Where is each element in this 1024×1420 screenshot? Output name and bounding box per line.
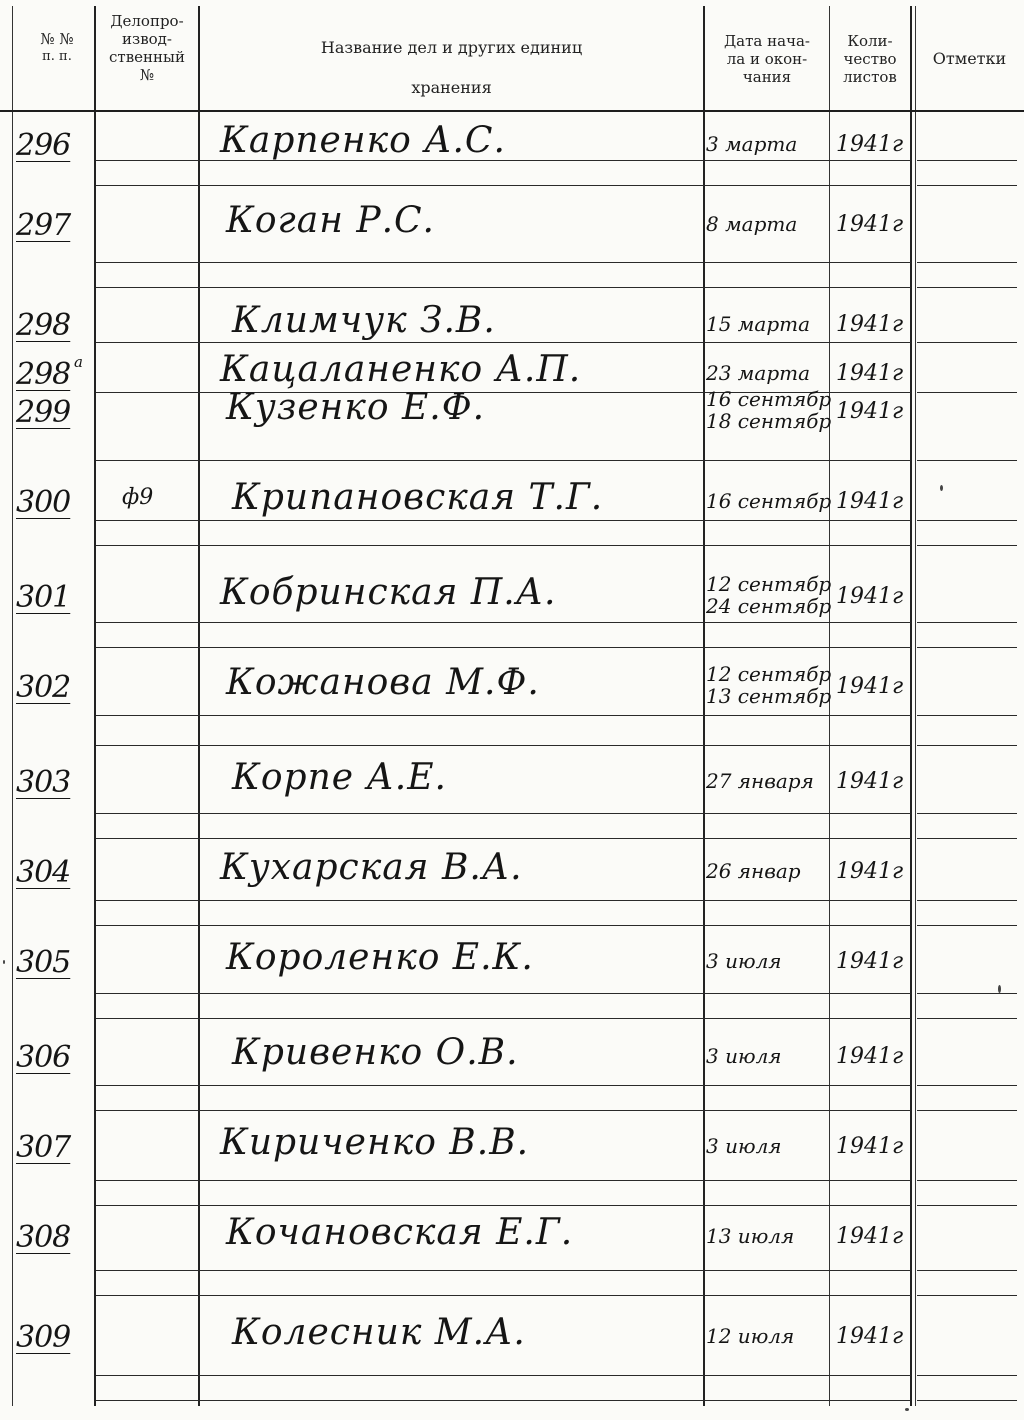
year-count: 1941г (836, 1044, 904, 1069)
row-rule-notes (917, 392, 1017, 393)
column-border-left (12, 6, 13, 1406)
person-name: Коган Р.С. (226, 200, 436, 241)
person-name: Кацаланенко А.П. (220, 349, 582, 390)
row-rule (96, 925, 911, 926)
year-count: 1941г (836, 674, 904, 699)
date-range: 3 июля (706, 949, 782, 973)
row-number: 297 (16, 208, 71, 243)
row-rule (96, 287, 911, 288)
row-number: 302 (16, 670, 71, 705)
person-name: Кочановская Е.Г. (226, 1212, 574, 1253)
date-range: 3 июля (706, 1134, 782, 1158)
header-col-title: Название дел и других единиц хранения (320, 38, 583, 97)
row-rule (96, 622, 911, 623)
row-rule-notes (917, 647, 1017, 648)
row-number: 301 (16, 580, 71, 615)
row-rule-notes (917, 1205, 1017, 1206)
date-range: 12 сентябр (706, 662, 832, 686)
row-rule-notes (917, 460, 1017, 461)
row-rule-notes (917, 342, 1017, 343)
row-number: 304 (16, 855, 71, 890)
row-rule (96, 1270, 911, 1271)
row-rule-notes (917, 838, 1017, 839)
row-rule (96, 715, 911, 716)
row-number: 298 (16, 357, 71, 392)
row-rule-notes (917, 745, 1017, 746)
year-count: 1941г (836, 1134, 904, 1159)
column-border-count-inner (915, 6, 916, 1406)
row-number: 298 (16, 308, 71, 343)
date-range: 12 июля (706, 1324, 795, 1348)
column-border-no (94, 6, 96, 1406)
row-rule-notes (917, 1375, 1017, 1376)
row-number: 308 (16, 1220, 71, 1255)
row-rule-notes (917, 993, 1017, 994)
row-rule-notes (917, 622, 1017, 623)
row-rule (96, 1400, 911, 1401)
row-rule (96, 460, 911, 461)
row-rule (96, 900, 911, 901)
row-rule-notes (917, 813, 1017, 814)
date-range: 3 марта (706, 132, 798, 156)
row-rule (96, 745, 911, 746)
row-rule (96, 342, 911, 343)
paper-speck (3, 960, 5, 964)
date-range: 8 марта (706, 212, 798, 236)
year-count: 1941г (836, 361, 904, 386)
person-name: Крипановская Т.Г. (232, 477, 604, 518)
row-rule-notes (917, 185, 1017, 186)
header-rule (0, 110, 1024, 112)
person-name: Кухарская В.А. (220, 847, 523, 888)
person-name: Климчук З.В. (232, 300, 496, 341)
case-number: ф9 (122, 485, 154, 510)
date-range: 24 сентябр (706, 594, 832, 618)
row-number: 306 (16, 1040, 71, 1075)
year-count: 1941г (836, 859, 904, 884)
header-col-no: № № п. п. (40, 30, 74, 64)
person-name: Короленко Е.К. (226, 937, 534, 978)
date-range: 13 июля (706, 1224, 795, 1248)
row-number: 307 (16, 1130, 71, 1165)
row-number: 299 (16, 395, 71, 430)
row-rule (96, 647, 911, 648)
row-rule (96, 1205, 911, 1206)
year-count: 1941г (836, 1324, 904, 1349)
year-count: 1941г (836, 584, 904, 609)
row-rule (96, 1085, 911, 1086)
person-name: Колесник М.А. (232, 1312, 526, 1353)
date-range: 15 марта (706, 312, 811, 336)
year-count: 1941г (836, 312, 904, 337)
column-border-title (703, 6, 705, 1406)
row-rule-notes (917, 715, 1017, 716)
date-range: 16 сентябр (706, 387, 832, 411)
year-count: 1941г (836, 949, 904, 974)
row-rule (96, 993, 911, 994)
row-rule (96, 1180, 911, 1181)
person-name: Кобринская П.А. (220, 572, 557, 613)
person-name: Корпе А.Е. (232, 757, 447, 798)
row-rule-notes (917, 520, 1017, 521)
row-rule (96, 185, 911, 186)
row-rule-notes (917, 1295, 1017, 1296)
person-name: Кузенко Е.Ф. (226, 387, 486, 428)
year-count: 1941г (836, 399, 904, 424)
row-rule-notes (917, 1270, 1017, 1271)
row-rule-notes (917, 1110, 1017, 1111)
row-rule-notes (917, 545, 1017, 546)
row-rule (96, 1375, 911, 1376)
date-range: 3 июля (706, 1044, 782, 1068)
row-rule (96, 1295, 911, 1296)
row-rule-notes (917, 1400, 1017, 1401)
paper-speck (998, 985, 1001, 993)
date-range: 23 марта (706, 361, 811, 385)
person-name: Карпенко А.С. (220, 120, 506, 161)
year-count: 1941г (836, 1224, 904, 1249)
date-range: 12 сентябр (706, 572, 832, 596)
row-number: 305 (16, 945, 71, 980)
row-rule (96, 520, 911, 521)
paper-speck (905, 1408, 909, 1411)
header-col-count: Коли- чество листов (843, 32, 897, 86)
row-number: 300 (16, 485, 71, 520)
row-number: 303 (16, 765, 71, 800)
year-count: 1941г (836, 489, 904, 514)
row-rule-notes (917, 925, 1017, 926)
row-rule (96, 262, 911, 263)
date-range: 18 сентябр (706, 409, 832, 433)
row-number: 309 (16, 1320, 71, 1355)
date-range: 26 январ (706, 859, 801, 883)
row-rule-notes (917, 1018, 1017, 1019)
person-name: Кожанова М.Ф. (226, 662, 540, 703)
date-range: 13 сентябр (706, 684, 832, 708)
year-count: 1941г (836, 769, 904, 794)
row-rule-notes (917, 1180, 1017, 1181)
row-rule-notes (917, 287, 1017, 288)
year-count: 1941г (836, 132, 904, 157)
person-name: Кириченко В.В. (220, 1122, 530, 1163)
row-rule-notes (917, 900, 1017, 901)
row-rule (96, 838, 911, 839)
row-number: 296 (16, 128, 71, 163)
date-range: 27 января (706, 769, 814, 793)
row-rule (96, 1018, 911, 1019)
column-border-case (198, 6, 200, 1406)
row-rule (96, 545, 911, 546)
person-name: Кривенко О.В. (232, 1032, 519, 1073)
row-rule-notes (917, 160, 1017, 161)
year-count: 1941г (836, 212, 904, 237)
row-rule (96, 1110, 911, 1111)
paper-speck (940, 485, 943, 491)
column-border-count (910, 6, 912, 1406)
header-col-dates: Дата нача- ла и окон- чания (723, 32, 810, 86)
row-rule-notes (917, 262, 1017, 263)
date-range: 16 сентябр (706, 489, 832, 513)
row-number-suffix: а (74, 353, 83, 371)
header-col-case: Делопро- извод- ственный № (109, 12, 185, 84)
header-col-notes: Отметки (932, 49, 1007, 68)
row-rule (96, 813, 911, 814)
row-rule-notes (917, 1085, 1017, 1086)
